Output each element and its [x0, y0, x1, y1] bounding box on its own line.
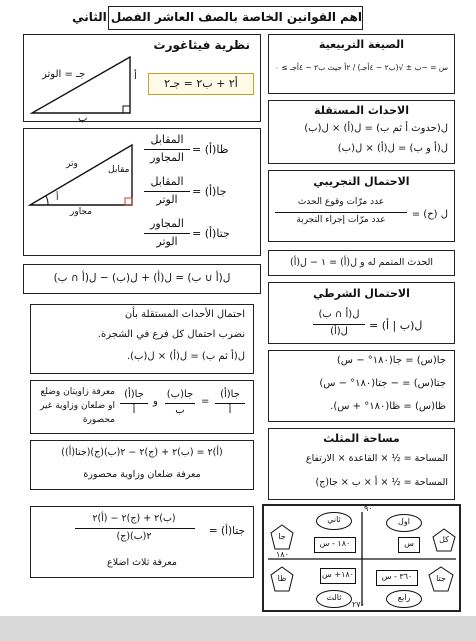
experimental-denominator: عدد مرّات إجراء التجربة [296, 215, 386, 225]
sin-denominator: الوتر [156, 193, 178, 206]
complement-box [268, 250, 455, 276]
identity-sin: جا(س) = جا(١٨٠° − س) [336, 355, 446, 366]
triangle-area-box [268, 428, 455, 500]
quadrant-axes [264, 506, 459, 610]
conditional-numerator: ل(أ ∩ ب) [318, 309, 360, 320]
pythagoras-formula-box [148, 73, 254, 95]
q2-label: ثاني [327, 515, 341, 524]
trig-ratios-box [23, 128, 261, 256]
experimental-fraction-bar [275, 212, 407, 213]
tan-lhs: ظا(أ) = [192, 143, 229, 156]
q4-label: رابع [397, 593, 411, 602]
tree-line1: احتمال الأحداث المستقلة بأن [124, 309, 245, 320]
hypotenuse-label: جـ = الوتر [42, 69, 86, 80]
page-title-box [72, 6, 363, 30]
sine-law-f2-den: ب [175, 405, 185, 416]
q3-label-oval [316, 590, 352, 608]
cos-denominator: الوتر [156, 235, 178, 248]
union-box [23, 264, 261, 294]
quadratic-formula: س = −ب ± √(ب٢ − ٤أجـ) / ٢أ حيث ب٢ − ٤أجـ ≥ ٠ [275, 63, 448, 72]
identity-tan: ظا(س) = ظا(١٨٠° + س). [330, 401, 446, 412]
trig-angle-label: أ [56, 193, 59, 203]
pentagon-sin-label: جا [278, 532, 286, 541]
union-text: ل(أ ∪ ب) = ل(أ) + ل(ب) − ل(أ ∩ ب) [53, 272, 231, 284]
conditional-fraction-bar [313, 324, 365, 325]
triangle-area-line2: المساحة = ½ × أ × ب × جا(ج) [315, 477, 448, 488]
sine-law-note: معرفة زاويتان وضلع او ضلعان وزاوية غير محصورة [39, 387, 115, 425]
cosine-law2-lhs: جتا(أ) = [208, 525, 245, 537]
q2-label-oval [316, 512, 352, 530]
cosine-law2-denominator: ٢(ب)(ج) [116, 531, 152, 542]
cosine-law2-fraction-bar [75, 528, 195, 529]
pythagoras-box [23, 34, 261, 122]
pentagon-tan-label: ظا [277, 574, 287, 583]
q1-label-oval [386, 514, 422, 532]
independent-line2: ل(أ و ب) = ل(أ) × ل(ب) [337, 143, 448, 154]
sine-law-f2-bar [165, 403, 195, 404]
page-title: اهم القوانين الخاصة بالصف العاشر الفصل الثاني [72, 10, 362, 24]
q4-angle-box [376, 570, 418, 586]
q4-angle: ٣٦٠ - س [381, 572, 413, 581]
pentagon-all-label: كل [439, 535, 449, 544]
cosine-law-sides-box [30, 506, 254, 578]
cosine-law2-numerator: (ب)٢ + (ج)٢ − (أ)٢ [92, 513, 176, 524]
pythagoras-heading: نظرية فيثاغورث [153, 38, 250, 52]
conditional-denominator: ل(أ) [330, 326, 348, 337]
quadrant-top-value: ٩٠ [364, 504, 373, 513]
sine-law-f3-den: أ [132, 405, 136, 416]
cosine-law2-note: معرفة ثلاث اضلاع [107, 557, 177, 568]
tree-probability-box [30, 304, 254, 374]
side-b-label: ب [78, 113, 88, 124]
sine-law-f1-den: أ [228, 405, 232, 416]
trig-adjacent-label: مجاور [70, 207, 93, 217]
pythagoras-formula: أ٢ + ب٢ = جـ٢ [164, 77, 238, 90]
tan-fraction-bar [144, 149, 190, 150]
cosine-law-angle-box [30, 440, 254, 490]
quadratic-box [268, 34, 455, 94]
sine-law-eq1: = [201, 396, 210, 407]
cos-lhs: جتا(أ) = [192, 227, 230, 240]
experimental-numerator: عدد مرّات وقوع الحدث [297, 197, 385, 207]
q1-label: اول [398, 517, 410, 526]
complement-text: الحدث المتمم له و ل(أ) = ١ − ل(أ) [290, 257, 433, 268]
sin-lhs: جا(أ) = [192, 185, 227, 198]
sine-law-f2-num: جا(ب) [166, 389, 194, 400]
triangle-area-line1: المساحة = ½ × القاعدة × الارتفاع [305, 453, 448, 464]
tree-line3: ل(أ ثم ب) = ل(أ) × ل(ب). [126, 351, 245, 362]
tan-numerator: المقابل [150, 133, 184, 146]
trig-opposite-label: مقابل [108, 165, 130, 175]
conditional-heading: الاحتمال الشرطي [313, 287, 410, 300]
cosine-law-note: معرفة ضلعان وزاوية محصورة [83, 469, 201, 480]
independent-events-box [268, 100, 455, 164]
triangle-area-heading: مساحة المثلث [323, 432, 400, 445]
cos-numerator: المجاور [150, 217, 184, 230]
q1-angle: س [404, 539, 414, 548]
quadrant-diagram-box [262, 504, 461, 612]
side-a-label: أ [134, 71, 137, 82]
conditional-probability-box [268, 282, 455, 344]
q2-angle: ١٨٠ - س [319, 539, 351, 548]
supplementary-identities-box [268, 350, 455, 422]
cos-fraction-bar [144, 233, 190, 234]
q1-angle-box [398, 537, 420, 553]
tan-denominator: المجاور [150, 151, 184, 164]
experimental-lhs: ل (ح) = [411, 209, 448, 220]
q3-angle-box [320, 568, 356, 584]
q3-angle: ١٨٠+ س [322, 570, 354, 579]
q2-angle-box [314, 537, 356, 553]
cosine-law-formula: (أ)٢ = (ب)٢ + (ج)٢ − ٢(ب)(ج)(جتا(أ)) [61, 447, 223, 458]
sine-law-f1-num: جا(أ) [220, 389, 240, 400]
bottom-bar [0, 616, 476, 641]
sine-law-f3-num: جا(أ) [124, 389, 144, 400]
sine-law-f1-bar [215, 403, 245, 404]
quadrant-bottom-value: ٢٧٠ [352, 600, 365, 609]
conditional-lhs: ل(ب | أ) = [369, 319, 423, 332]
right-triangle-diagram [30, 53, 160, 123]
sin-fraction-bar [144, 191, 190, 192]
sine-law-and: و [153, 396, 158, 407]
independent-line1: ل(حدوث أ ثم ب) = ل(أ) × ل(ب) [304, 123, 448, 134]
q3-label: ثالث [326, 593, 342, 602]
quadrant-left-value: ١٨٠ [276, 550, 289, 559]
independent-heading: الاحداث المستقلة [314, 104, 409, 117]
sin-numerator: المقابل [150, 175, 184, 188]
sine-law-f3-bar [120, 403, 148, 404]
experimental-heading: الاحتمال التجريبي [313, 175, 410, 188]
pentagon-cos-label: جتا [436, 574, 446, 583]
sine-law-box [30, 380, 254, 434]
experimental-probability-box [268, 170, 455, 242]
tree-line2: نضرب احتمال كل فرع في الشجرة. [97, 329, 245, 340]
q4-label-oval [386, 590, 422, 608]
quadratic-heading: الصيغة التربيعية [318, 38, 405, 51]
identity-cos: جتا(س) = − جتا(١٨٠° − س) [319, 378, 446, 389]
trig-hypotenuse-label: وتر [66, 159, 78, 169]
